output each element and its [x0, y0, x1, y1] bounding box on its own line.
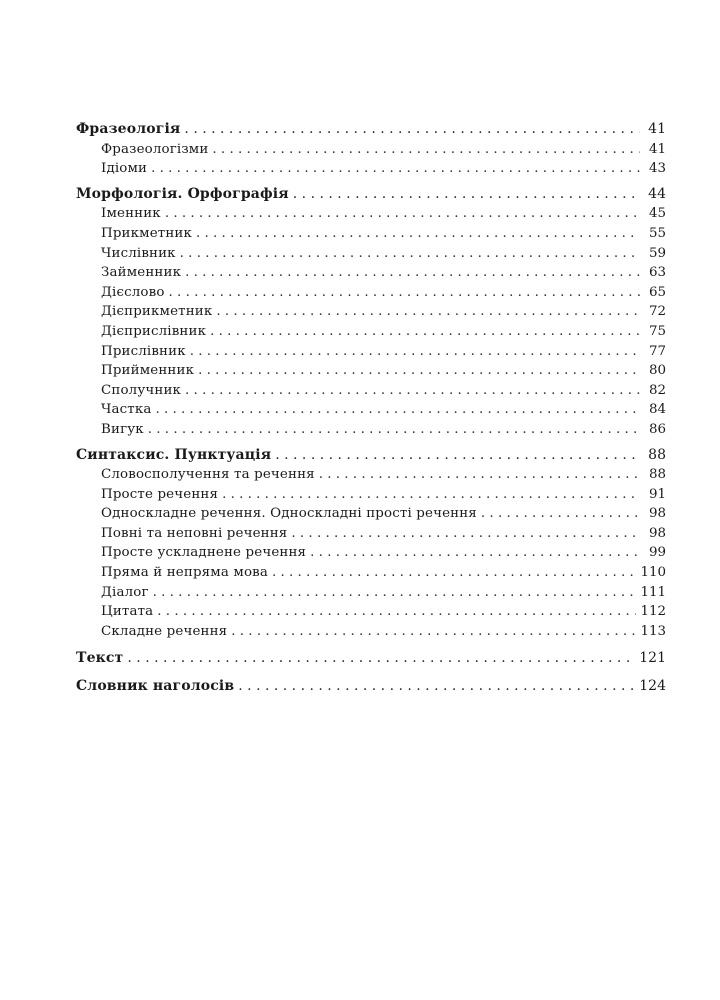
toc-entry-label: Текст — [76, 650, 124, 667]
toc-entry-label: Словник наголосів — [76, 678, 235, 695]
toc-page-number: 111 — [640, 584, 666, 600]
dot-leader — [198, 361, 640, 381]
toc-entry-label: Прикметник — [101, 225, 193, 241]
toc-page-number: 41 — [648, 121, 666, 137]
toc-section — [76, 649, 666, 669]
toc-entry — [76, 524, 666, 544]
dot-leader — [212, 140, 640, 160]
toc-entry — [76, 485, 666, 505]
toc-section — [76, 677, 666, 697]
toc-entry-label: Дієприслівник — [101, 323, 207, 339]
toc-entry — [76, 602, 666, 622]
toc-page-number: 88 — [648, 467, 666, 483]
toc-page-number: 41 — [648, 141, 666, 157]
toc-page-number: 45 — [648, 206, 666, 222]
toc-page-number: 59 — [648, 245, 666, 261]
toc-entry-label: Пряма й непряма мова — [101, 565, 268, 581]
dot-leader — [216, 302, 640, 322]
dot-leader — [293, 185, 640, 205]
dot-leader — [222, 485, 640, 505]
toc-page-number: 84 — [648, 402, 666, 418]
toc-page-number: 113 — [640, 623, 666, 639]
toc-section — [76, 446, 666, 466]
toc-entry — [76, 361, 666, 381]
dot-leader — [180, 244, 640, 264]
toc-entry — [76, 420, 666, 440]
dot-leader — [157, 602, 636, 622]
dot-leader — [319, 465, 640, 485]
toc-entry-label: Повні та неповні речення — [101, 525, 288, 541]
toc-entry — [76, 543, 666, 563]
toc-entry-label: Цитата — [101, 604, 154, 620]
toc-page-number: 82 — [648, 382, 666, 398]
toc-entry — [76, 204, 666, 224]
toc-page-number: 72 — [648, 304, 666, 320]
toc-entry — [76, 302, 666, 322]
toc-page-number: 110 — [640, 565, 666, 581]
dot-leader — [185, 263, 640, 283]
dot-leader — [151, 159, 640, 179]
toc-entry-label: Морфологія. Орфографія — [76, 185, 289, 202]
dot-leader — [185, 381, 640, 401]
toc-entry-label: Фразеологізми — [101, 141, 209, 157]
toc-entry — [76, 381, 666, 401]
toc-entry-label: Діалог — [101, 584, 149, 600]
toc-page-number: 77 — [648, 343, 666, 359]
dot-leader — [210, 322, 640, 342]
toc-page-number: 80 — [648, 363, 666, 379]
toc-entry — [76, 504, 666, 524]
toc-entry-label: Вигук — [101, 421, 144, 437]
toc-page-number: 98 — [648, 506, 666, 522]
toc-entry — [76, 322, 666, 342]
dot-leader — [196, 224, 640, 244]
toc-page-number: 63 — [648, 265, 666, 281]
dot-leader — [238, 677, 635, 697]
toc-entry-label: Складне речення — [101, 623, 228, 639]
dot-leader — [231, 622, 636, 642]
toc-entry-label: Просте речення — [101, 486, 219, 502]
toc-entry — [76, 563, 666, 583]
dot-leader — [148, 420, 640, 440]
toc-page-number: 65 — [648, 284, 666, 300]
toc-entry — [76, 400, 666, 420]
toc-page-number: 86 — [648, 421, 666, 437]
dot-leader — [153, 583, 637, 603]
dot-leader — [275, 446, 640, 466]
toc-page-number: 121 — [639, 650, 666, 667]
toc-entry-label: Прийменник — [101, 363, 195, 379]
toc-entry-label: Займенник — [101, 265, 182, 281]
toc-page-number: 98 — [648, 525, 666, 541]
toc-entry-label: Числівник — [101, 245, 176, 261]
toc-entry-label: Сполучник — [101, 382, 182, 398]
toc-entry — [76, 465, 666, 485]
dot-leader — [165, 204, 640, 224]
toc-page-number: 91 — [648, 486, 666, 502]
toc-entry-label: Синтаксис. Пунктуація — [76, 446, 272, 463]
toc-entry-label: Ідіоми — [101, 161, 148, 177]
toc-page-number: 75 — [648, 323, 666, 339]
toc-page-number: 124 — [639, 678, 666, 695]
toc-entry-label: Дієслово — [101, 284, 165, 300]
toc-entry-label: Словосполучення та речення — [101, 467, 315, 483]
toc-entry-label: Частка — [101, 402, 152, 418]
table-of-contents — [76, 120, 666, 697]
dot-leader — [272, 563, 636, 583]
dot-leader — [169, 283, 640, 303]
toc-entry — [76, 263, 666, 283]
toc-section — [76, 185, 666, 205]
dot-leader — [310, 543, 640, 563]
toc-entry-label: Односкладне речення. Односкладні прості речення — [101, 506, 477, 522]
toc-page-number: 43 — [648, 161, 666, 177]
toc-entry — [76, 583, 666, 603]
toc-entry-label: Дієприкметник — [101, 304, 213, 320]
toc-page-number: 112 — [640, 604, 666, 620]
toc-entry — [76, 224, 666, 244]
dot-leader — [184, 120, 640, 140]
toc-entry-label: Фразеологія — [76, 121, 181, 137]
toc-page-number: 55 — [648, 225, 666, 241]
toc-entry-label: Прислівник — [101, 343, 186, 359]
toc-entry — [76, 244, 666, 264]
toc-entry — [76, 283, 666, 303]
toc-section — [76, 120, 666, 140]
toc-page-number: 88 — [648, 446, 666, 463]
dot-leader — [190, 342, 640, 362]
dot-leader — [156, 400, 641, 420]
toc-entry — [76, 622, 666, 642]
toc-entry — [76, 140, 666, 160]
toc-entry-label: Іменник — [101, 206, 161, 222]
toc-entry — [76, 159, 666, 179]
toc-entry-label: Просте ускладнене речення — [101, 545, 307, 561]
toc-page-number: 44 — [648, 185, 666, 202]
toc-page-number: 99 — [648, 545, 666, 561]
dot-leader — [481, 504, 640, 524]
toc-entry — [76, 342, 666, 362]
dot-leader — [291, 524, 640, 544]
dot-leader — [127, 649, 635, 669]
